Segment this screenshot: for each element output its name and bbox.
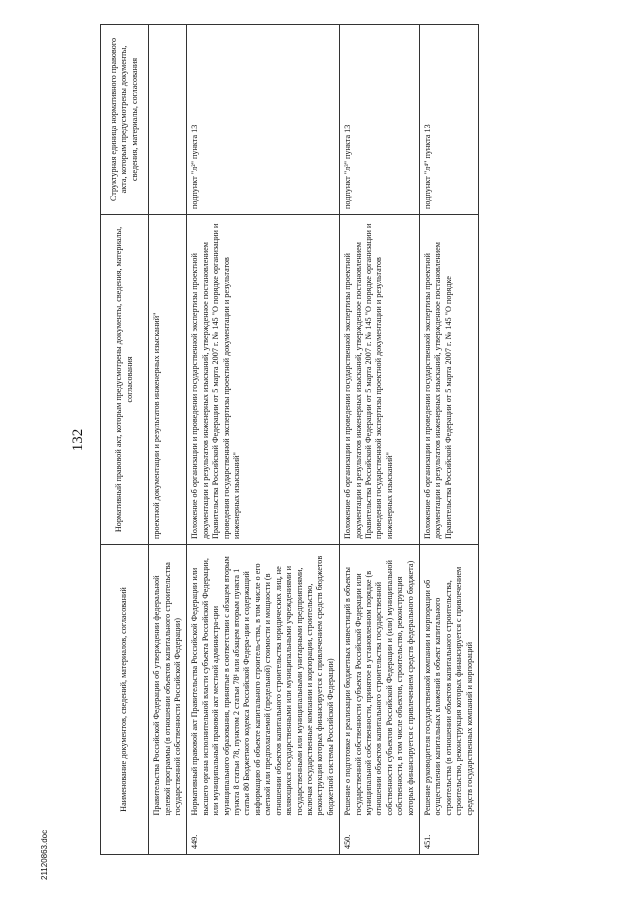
row-name: Нормативный правовой акт Правительства Российской Федерации или высшего органа исполнительной власти субъекта Российской Федерации, или муниципальный правовой акт местной администра-ции муниципального образования, принятые в соответствии с абзацем вторым пункта 8 статьи 78, пунктом 2 статьи 78¹ или абзацем вторым пункта 1 статьи 80 Бюджетного кодекса Российской Федера-ции и содержащий информацию об объекте капитального строитель-ства, в том числе о его сметной или предполагаемой (предельной) стоимости и мощности (в отношении объектов капитального строительства юридических лиц, не являющихся государственными или муниципальными учреждениями и государственными или муниципальными унитарными предприятиями, включая государственные компании и корпорации, строительство, реконструкция которых финансируется с привлечением средств бюджетов бюджетной системы Российской Федерации) [187,544,340,820]
row-name: Решение руководителя государственной компании и корпорации об осуществлении капитальных вложений в объект капитального строительства (в отношении объектов капитального строительства, строительство, реконструкция которых финансируется с привлечением средств государственных компаний и корпораций [419,544,478,820]
row-unit [149,24,187,214]
page-number: 132 [70,428,86,452]
document-filename: 21120863.doc [40,829,49,880]
table-row [149,24,187,854]
row-number: 451. [419,821,478,855]
documents-table [100,24,479,855]
row-unit: подпункт "л⁴" пункта 13 [419,24,478,214]
row-number [149,821,187,855]
row-unit: подпункт "л²" пункта 13 [187,24,340,214]
row-name: Правительства Российской Федерации об утверждении федеральной целевой программы (в отношении объектов капитального строительства государственной собственности Российской Федерации) [149,544,187,820]
table-row [187,24,340,854]
row-number: 450. [340,821,420,855]
table-row [340,24,420,854]
row-act: Положение об организации и проведении государственной экспертизы проектной документации и результатов инженерных изысканий, утвержденное постановлением Правительства Российской Федерации от 5 марта 2007 г. № 145 "О порядке организации и проведения государственной экспертизы проектной документации и результатов инженерных изысканий" [187,214,340,544]
row-act: проектной документации и результатов инженерных изысканий" [149,214,187,544]
header-name: Наименование документов, сведений, материалов, согласований [101,544,149,854]
header-unit: Структурная единица нормативного правового акта, которым предусмотрены документы, сведения, материалы, согласования [101,24,149,214]
table-header-row [101,24,149,854]
table-row [419,24,478,854]
row-act: Положение об организации и проведении государственной экспертизы проектной документации и результатов инженерных изысканий, утвержденное постановлением Правительства Российской Федерации от 5 марта 2007 г. № 145 "О порядке организации и проведения государственной экспертизы проектной документации и результатов инженерных изысканий" [340,214,420,544]
rotated-page-content [60,25,580,855]
row-name: Решение о подготовке и реализации бюджетных инвестиций в объекты государственной собственности субъекта Российской Федерации или муниципальной собственности, принятое в установленном порядке (в отношении объектов капитального строительства государственной собственности субъектов Российской Федерации и (или) муниципальной собственности, в том числе объектов, строительство, реконструкция которых финансируется с привлечением средств федерального бюджета) [340,544,420,820]
row-number: 449. [187,821,340,855]
row-unit: подпункт "л³" пункта 13 [340,24,420,214]
row-act: Положение об организации и проведении государственной экспертизы проектной документации и результатов инженерных изысканий, утвержденное постановлением Правительства Российской Федерации от 5 марта 2007 г. № 145 "О порядке [419,214,478,544]
header-act: Нормативный правовой акт, которым предусмотрены документы, сведения, материалы, согласования [101,214,149,544]
